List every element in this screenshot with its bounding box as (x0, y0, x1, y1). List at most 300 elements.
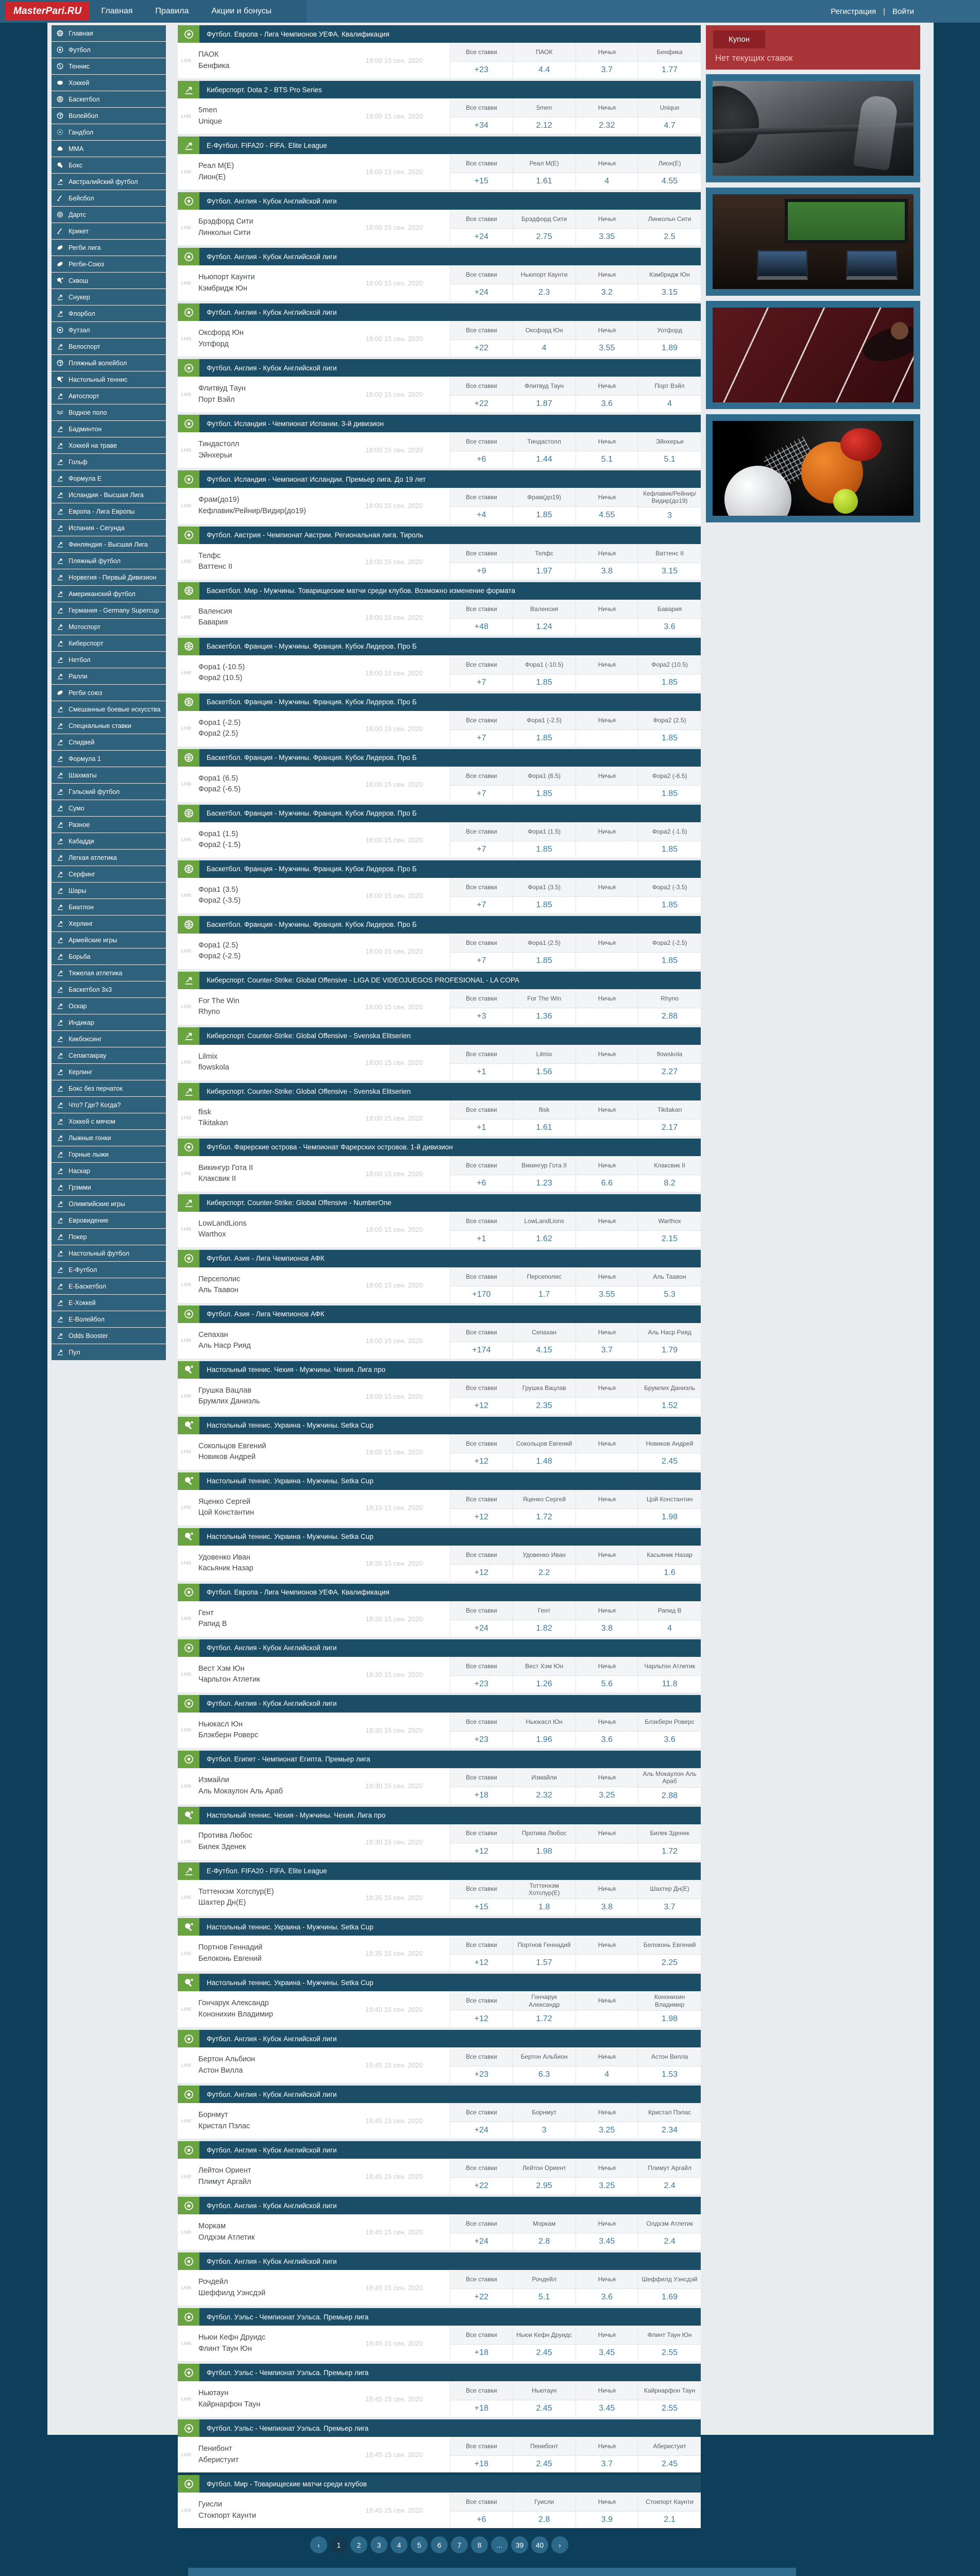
all-bets-count[interactable]: +1 (450, 1120, 513, 1136)
odds-value[interactable]: 1.85 (638, 730, 701, 747)
event-league-header[interactable] (178, 81, 701, 98)
odds-value[interactable]: 1.61 (513, 173, 576, 190)
odds-value[interactable]: 1.98 (513, 1843, 576, 1860)
sidebar-item[interactable] (52, 124, 166, 140)
match-teams[interactable] (198, 2159, 356, 2194)
event-league-header[interactable] (178, 2364, 701, 2381)
odds-value[interactable]: 2.15 (638, 1231, 701, 1247)
all-bets-count[interactable]: +34 (450, 117, 513, 134)
odds-value[interactable]: 1.96 (513, 1732, 576, 1748)
sidebar-item[interactable] (52, 850, 166, 866)
match-teams[interactable] (198, 1657, 356, 1692)
odds-value[interactable] (576, 674, 638, 691)
match-teams[interactable] (198, 600, 356, 635)
sidebar-item[interactable] (52, 273, 166, 289)
match-teams[interactable] (198, 43, 356, 78)
sidebar-item[interactable] (52, 701, 166, 717)
odds-value[interactable]: 3.6 (576, 1732, 638, 1748)
sidebar-item[interactable] (52, 1097, 166, 1113)
site-logo[interactable]: MasterPari.RU (5, 2, 90, 21)
register-link[interactable]: Регистрация (831, 7, 876, 16)
all-bets-count[interactable]: +9 (450, 563, 513, 580)
odds-value[interactable]: 2.32 (513, 1787, 576, 1804)
match-teams[interactable] (198, 655, 356, 691)
page-button[interactable]: 1 (330, 2536, 347, 2553)
sidebar-item[interactable] (52, 1047, 166, 1063)
sidebar-item[interactable] (52, 1229, 166, 1245)
all-bets-count[interactable]: +3 (450, 1008, 513, 1025)
event-league-header[interactable] (178, 192, 701, 210)
sidebar-item[interactable] (52, 652, 166, 668)
odds-value[interactable]: 1.87 (513, 396, 576, 412)
all-bets-count[interactable]: +6 (450, 451, 513, 468)
odds-value[interactable]: 8.2 (638, 1175, 701, 1192)
odds-value[interactable]: 3 (638, 507, 701, 524)
odds-value[interactable]: 2.5 (638, 229, 701, 245)
odds-value[interactable] (576, 897, 638, 913)
sidebar-item[interactable] (52, 1328, 166, 1344)
event-league-header[interactable] (178, 2086, 701, 2103)
odds-value[interactable]: 3.25 (576, 2178, 638, 2194)
sidebar-item[interactable] (52, 1344, 166, 1360)
odds-value[interactable]: 2.88 (638, 1008, 701, 1025)
sidebar-item[interactable] (52, 800, 166, 816)
sidebar-item[interactable] (52, 784, 166, 800)
all-bets-count[interactable]: +23 (450, 62, 513, 78)
sidebar-item[interactable] (52, 948, 166, 964)
odds-value[interactable]: 2.1 (638, 2512, 701, 2528)
match-teams[interactable] (198, 1212, 356, 1247)
match-teams[interactable] (198, 432, 356, 468)
sidebar-item[interactable] (52, 1295, 166, 1311)
sidebar-item[interactable] (52, 1014, 166, 1030)
odds-value[interactable]: 2.12 (513, 117, 576, 134)
sidebar-item[interactable] (52, 1196, 166, 1212)
odds-value[interactable]: 1.85 (513, 730, 576, 747)
odds-value[interactable]: 1.77 (638, 62, 701, 78)
match-teams[interactable] (198, 1546, 356, 1581)
sidebar-item[interactable] (52, 240, 166, 256)
match-teams[interactable] (198, 2103, 356, 2139)
event-league-header[interactable] (178, 582, 701, 600)
odds-value[interactable]: 6.6 (576, 1175, 638, 1192)
all-bets-count[interactable]: +18 (450, 2345, 513, 2361)
odds-value[interactable] (576, 1843, 638, 1860)
odds-value[interactable]: 3.8 (576, 563, 638, 580)
odds-value[interactable]: 1.85 (638, 786, 701, 802)
match-teams[interactable] (198, 934, 356, 969)
odds-value[interactable]: 2.95 (513, 2178, 576, 2194)
odds-value[interactable]: 2.25 (638, 1955, 701, 1971)
event-league-header[interactable] (178, 248, 701, 265)
odds-value[interactable]: 3.8 (576, 1899, 638, 1916)
sidebar-item[interactable] (52, 108, 166, 124)
page-button[interactable]: 7 (451, 2536, 468, 2553)
odds-value[interactable]: 1.85 (513, 897, 576, 913)
odds-value[interactable]: 2.8 (513, 2233, 576, 2250)
nav-item[interactable]: Акции и бонусы (211, 7, 272, 15)
match-teams[interactable] (198, 1991, 356, 2027)
odds-value[interactable]: 2.4 (638, 2178, 701, 2194)
sidebar-item[interactable] (52, 25, 166, 41)
event-league-header[interactable] (178, 1306, 701, 1323)
odds-value[interactable]: 3.45 (576, 2345, 638, 2361)
sidebar-item[interactable] (52, 536, 166, 552)
match-teams[interactable] (198, 2047, 356, 2083)
match-teams[interactable] (198, 265, 356, 301)
nav-item[interactable]: Правила (155, 7, 189, 15)
odds-value[interactable]: 3.7 (576, 2456, 638, 2472)
page-next-button[interactable]: › (551, 2536, 568, 2553)
odds-value[interactable]: 1.79 (638, 1342, 701, 1359)
sidebar-item[interactable] (52, 553, 166, 569)
event-league-header[interactable] (178, 2141, 701, 2159)
sidebar-item[interactable] (52, 58, 166, 74)
page-button[interactable]: 3 (370, 2536, 387, 2553)
odds-value[interactable]: 1.85 (513, 841, 576, 858)
sidebar-item[interactable] (52, 1031, 166, 1047)
odds-value[interactable]: 3.55 (576, 1286, 638, 1303)
page-button[interactable]: 40 (531, 2536, 548, 2553)
odds-value[interactable]: 4 (576, 2066, 638, 2083)
all-bets-count[interactable]: +22 (450, 2289, 513, 2306)
odds-value[interactable]: 1.61 (513, 1120, 576, 1136)
sidebar-item[interactable] (52, 751, 166, 767)
odds-value[interactable]: 2.4 (638, 2233, 701, 2250)
match-teams[interactable] (198, 1713, 356, 1748)
sidebar-item[interactable] (52, 817, 166, 833)
all-bets-count[interactable]: +15 (450, 173, 513, 190)
odds-value[interactable]: 3.45 (576, 2233, 638, 2250)
odds-value[interactable]: 2.32 (576, 117, 638, 134)
match-teams[interactable] (198, 1490, 356, 1526)
page-button[interactable]: 4 (391, 2536, 408, 2553)
all-bets-count[interactable]: +23 (450, 2066, 513, 2083)
sidebar-item[interactable] (52, 899, 166, 915)
odds-value[interactable]: 1.85 (513, 507, 576, 524)
event-league-header[interactable] (178, 1584, 701, 1601)
event-league-header[interactable] (178, 2308, 701, 2326)
odds-value[interactable]: 1.6 (638, 1565, 701, 1581)
sidebar-item[interactable] (52, 75, 166, 91)
odds-value[interactable]: 1.57 (513, 1955, 576, 1971)
all-bets-count[interactable]: +48 (450, 619, 513, 635)
all-bets-count[interactable]: +7 (450, 897, 513, 913)
sidebar-item[interactable] (52, 1146, 166, 1162)
odds-value[interactable]: 1.98 (638, 2011, 701, 2027)
event-league-header[interactable] (178, 303, 701, 321)
match-teams[interactable] (198, 878, 356, 913)
event-league-header[interactable] (178, 1139, 701, 1156)
all-bets-count[interactable]: +1 (450, 1231, 513, 1247)
all-bets-count[interactable]: +12 (450, 1509, 513, 1526)
event-league-header[interactable] (178, 1807, 701, 1824)
odds-value[interactable]: 1.44 (513, 451, 576, 468)
odds-value[interactable]: 2.75 (513, 229, 576, 245)
match-teams[interactable] (198, 1434, 356, 1470)
odds-value[interactable]: 2.45 (513, 2345, 576, 2361)
odds-value[interactable]: 3.6 (576, 396, 638, 412)
coupon-button[interactable]: Купон (713, 30, 765, 48)
sidebar-item[interactable] (52, 1080, 166, 1096)
odds-value[interactable]: 2.55 (638, 2400, 701, 2417)
sidebar-item[interactable] (52, 1262, 166, 1278)
odds-value[interactable] (576, 953, 638, 969)
odds-value[interactable]: 3.6 (638, 619, 701, 635)
sidebar-item[interactable] (52, 388, 166, 404)
event-league-header[interactable] (178, 25, 701, 43)
sidebar-item[interactable] (52, 1278, 166, 1294)
odds-value[interactable]: 3.25 (576, 1787, 638, 1804)
all-bets-count[interactable]: +24 (450, 2233, 513, 2250)
all-bets-count[interactable]: +24 (450, 1620, 513, 1637)
all-bets-count[interactable]: +24 (450, 229, 513, 245)
odds-value[interactable]: 1.23 (513, 1175, 576, 1192)
event-league-header[interactable] (178, 916, 701, 934)
event-league-header[interactable] (178, 1862, 701, 1880)
sidebar-item[interactable] (52, 965, 166, 981)
odds-value[interactable]: 3.25 (576, 2122, 638, 2139)
page-button[interactable]: 6 (431, 2536, 448, 2553)
page-button[interactable]: 2 (350, 2536, 367, 2553)
event-league-header[interactable] (178, 1083, 701, 1100)
sidebar-item[interactable] (52, 487, 166, 503)
odds-value[interactable]: 2.45 (513, 2400, 576, 2417)
page-button[interactable]: 5 (411, 2536, 428, 2553)
sidebar-item[interactable] (52, 520, 166, 536)
event-league-header[interactable] (178, 1472, 701, 1490)
all-bets-count[interactable]: +7 (450, 841, 513, 858)
odds-value[interactable] (576, 1008, 638, 1025)
match-teams[interactable] (198, 822, 356, 858)
sidebar-item[interactable] (52, 602, 166, 618)
all-bets-count[interactable]: +18 (450, 1787, 513, 1804)
odds-value[interactable]: 2.88 (638, 1788, 701, 1804)
all-bets-count[interactable]: +24 (450, 284, 513, 301)
event-league-header[interactable] (178, 527, 701, 544)
odds-value[interactable] (576, 786, 638, 802)
odds-value[interactable]: 3.6 (638, 1732, 701, 1748)
sidebar-item[interactable] (52, 1179, 166, 1195)
odds-value[interactable]: 3.7 (576, 62, 638, 78)
sidebar-item[interactable] (52, 981, 166, 997)
odds-value[interactable]: 4 (638, 396, 701, 412)
match-teams[interactable] (198, 989, 356, 1025)
sidebar-item[interactable] (52, 767, 166, 783)
odds-value[interactable]: 1.85 (513, 786, 576, 802)
odds-value[interactable]: 3.55 (576, 340, 638, 357)
sidebar-item[interactable] (52, 1311, 166, 1327)
odds-value[interactable]: 5.1 (513, 2289, 576, 2306)
match-teams[interactable] (198, 544, 356, 580)
promo-banner[interactable] (706, 414, 920, 522)
page-button[interactable]: 8 (471, 2536, 488, 2553)
event-league-header[interactable] (178, 359, 701, 377)
all-bets-count[interactable]: +24 (450, 2122, 513, 2139)
odds-value[interactable]: 1.85 (638, 841, 701, 858)
sidebar-item[interactable] (52, 437, 166, 453)
odds-value[interactable] (576, 2010, 638, 2027)
event-league-header[interactable] (178, 470, 701, 488)
match-teams[interactable] (198, 2326, 356, 2361)
sidebar-item[interactable] (52, 668, 166, 684)
event-league-header[interactable] (178, 1417, 701, 1434)
event-league-header[interactable] (178, 638, 701, 655)
sidebar-item[interactable] (52, 833, 166, 849)
sidebar-item[interactable] (52, 454, 166, 470)
odds-value[interactable]: 1.89 (638, 340, 701, 357)
match-teams[interactable] (198, 2381, 356, 2417)
sidebar-item[interactable] (52, 734, 166, 750)
event-league-header[interactable] (178, 2475, 701, 2493)
sidebar-item[interactable] (52, 355, 166, 371)
sidebar-item[interactable] (52, 916, 166, 931)
odds-value[interactable]: 2.45 (638, 2456, 701, 2472)
all-bets-count[interactable]: +12 (450, 1843, 513, 1860)
sidebar-item[interactable] (52, 141, 166, 157)
odds-value[interactable]: 4.55 (576, 507, 638, 524)
sidebar-item[interactable] (52, 998, 166, 1014)
odds-value[interactable]: 3.7 (576, 1342, 638, 1359)
sidebar-item[interactable] (52, 223, 166, 239)
odds-value[interactable]: 1.72 (513, 1509, 576, 1526)
sidebar-item[interactable] (52, 174, 166, 190)
page-prev-button[interactable]: ‹ (310, 2536, 327, 2553)
odds-value[interactable]: 1.52 (638, 1398, 701, 1414)
match-teams[interactable] (198, 1323, 356, 1359)
odds-value[interactable]: 3.15 (638, 563, 701, 580)
event-league-header[interactable] (178, 1918, 701, 1936)
sidebar-item[interactable] (52, 718, 166, 734)
odds-value[interactable]: 2.27 (638, 1064, 701, 1080)
odds-value[interactable]: 1.36 (513, 1008, 576, 1025)
all-bets-count[interactable]: +174 (450, 1342, 513, 1359)
match-teams[interactable] (198, 1379, 356, 1414)
all-bets-count[interactable]: +170 (450, 1286, 513, 1303)
match-teams[interactable] (198, 1156, 356, 1192)
sidebar-item[interactable] (52, 1113, 166, 1129)
event-league-header[interactable] (178, 2197, 701, 2214)
match-teams[interactable] (198, 154, 356, 190)
odds-value[interactable]: 5.1 (638, 451, 701, 468)
event-league-header[interactable] (178, 860, 701, 878)
event-league-header[interactable] (178, 1361, 701, 1379)
match-teams[interactable] (198, 321, 356, 357)
sidebar-item[interactable] (52, 338, 166, 354)
event-league-header[interactable] (178, 805, 701, 822)
odds-value[interactable] (576, 841, 638, 858)
all-bets-count[interactable]: +12 (450, 1955, 513, 1971)
event-league-header[interactable] (178, 1528, 701, 1546)
sidebar-item[interactable] (52, 1212, 166, 1228)
odds-value[interactable]: 11.8 (638, 1676, 701, 1692)
odds-value[interactable]: 3.8 (576, 1620, 638, 1637)
odds-value[interactable]: 3.35 (576, 229, 638, 245)
all-bets-count[interactable]: +7 (450, 786, 513, 802)
odds-value[interactable]: 1.7 (513, 1286, 576, 1303)
sidebar-item[interactable] (52, 1064, 166, 1080)
match-teams[interactable] (198, 1824, 356, 1860)
match-teams[interactable] (198, 488, 356, 524)
event-league-header[interactable] (178, 415, 701, 432)
event-league-header[interactable] (178, 749, 701, 767)
odds-value[interactable] (576, 1509, 638, 1526)
all-bets-count[interactable]: +4 (450, 507, 513, 524)
sidebar-item[interactable] (52, 256, 166, 272)
promo-banner[interactable] (706, 188, 920, 296)
odds-value[interactable]: 2.35 (513, 1398, 576, 1414)
match-teams[interactable] (198, 210, 356, 245)
all-bets-count[interactable]: +22 (450, 340, 513, 357)
all-bets-count[interactable]: +18 (450, 2400, 513, 2417)
sidebar-item[interactable] (52, 619, 166, 635)
match-teams[interactable] (198, 1601, 356, 1637)
odds-value[interactable]: 1.85 (638, 897, 701, 913)
event-league-header[interactable] (178, 1027, 701, 1045)
match-teams[interactable] (198, 377, 356, 412)
odds-value[interactable]: 1.85 (513, 674, 576, 691)
all-bets-count[interactable]: +12 (450, 1565, 513, 1581)
sidebar-item[interactable] (52, 404, 166, 420)
sidebar-item[interactable] (52, 470, 166, 486)
odds-value[interactable]: 5.3 (638, 1286, 701, 1303)
match-teams[interactable] (198, 1100, 356, 1136)
sidebar-item[interactable] (52, 503, 166, 519)
event-league-header[interactable] (178, 1194, 701, 1212)
odds-value[interactable]: 2.34 (638, 2122, 701, 2139)
odds-value[interactable] (576, 1120, 638, 1136)
odds-value[interactable]: 1.98 (638, 1509, 701, 1526)
odds-value[interactable]: 3.2 (576, 284, 638, 301)
odds-value[interactable]: 2.55 (638, 2345, 701, 2361)
sidebar-item[interactable] (52, 91, 166, 107)
odds-value[interactable]: 2.8 (513, 2512, 576, 2528)
odds-value[interactable]: 4 (513, 340, 576, 357)
odds-value[interactable]: 4.55 (638, 173, 701, 190)
event-league-header[interactable] (178, 1751, 701, 1768)
sidebar-item[interactable] (52, 289, 166, 305)
odds-value[interactable]: 1.97 (513, 563, 576, 580)
sidebar-item[interactable] (52, 190, 166, 206)
odds-value[interactable]: 1.85 (638, 674, 701, 691)
all-bets-count[interactable]: +1 (450, 1064, 513, 1080)
sidebar-item[interactable] (52, 883, 166, 899)
odds-value[interactable] (576, 1398, 638, 1414)
odds-value[interactable]: 1.85 (513, 953, 576, 969)
event-league-header[interactable] (178, 1974, 701, 1991)
all-bets-count[interactable]: +7 (450, 953, 513, 969)
odds-value[interactable]: 1.62 (513, 1231, 576, 1247)
odds-value[interactable]: 1.72 (513, 2011, 576, 2027)
odds-value[interactable]: 4 (576, 173, 638, 190)
odds-value[interactable]: 4.15 (513, 1342, 576, 1359)
match-teams[interactable] (198, 767, 356, 802)
all-bets-count[interactable]: +6 (450, 1175, 513, 1192)
all-bets-count[interactable]: +12 (450, 1398, 513, 1414)
sidebar-item[interactable] (52, 42, 166, 58)
sidebar-item[interactable] (52, 421, 166, 437)
odds-value[interactable]: 4.7 (638, 117, 701, 134)
all-bets-count[interactable]: +23 (450, 1676, 513, 1692)
odds-value[interactable]: 1.82 (513, 1620, 576, 1637)
all-bets-count[interactable]: +22 (450, 2178, 513, 2194)
odds-value[interactable]: 1.53 (638, 2066, 701, 2083)
sidebar-item[interactable] (52, 371, 166, 387)
match-teams[interactable] (198, 2437, 356, 2472)
odds-value[interactable] (576, 1955, 638, 1971)
odds-value[interactable]: 2.45 (638, 1453, 701, 1470)
all-bets-count[interactable]: +12 (450, 1453, 513, 1470)
